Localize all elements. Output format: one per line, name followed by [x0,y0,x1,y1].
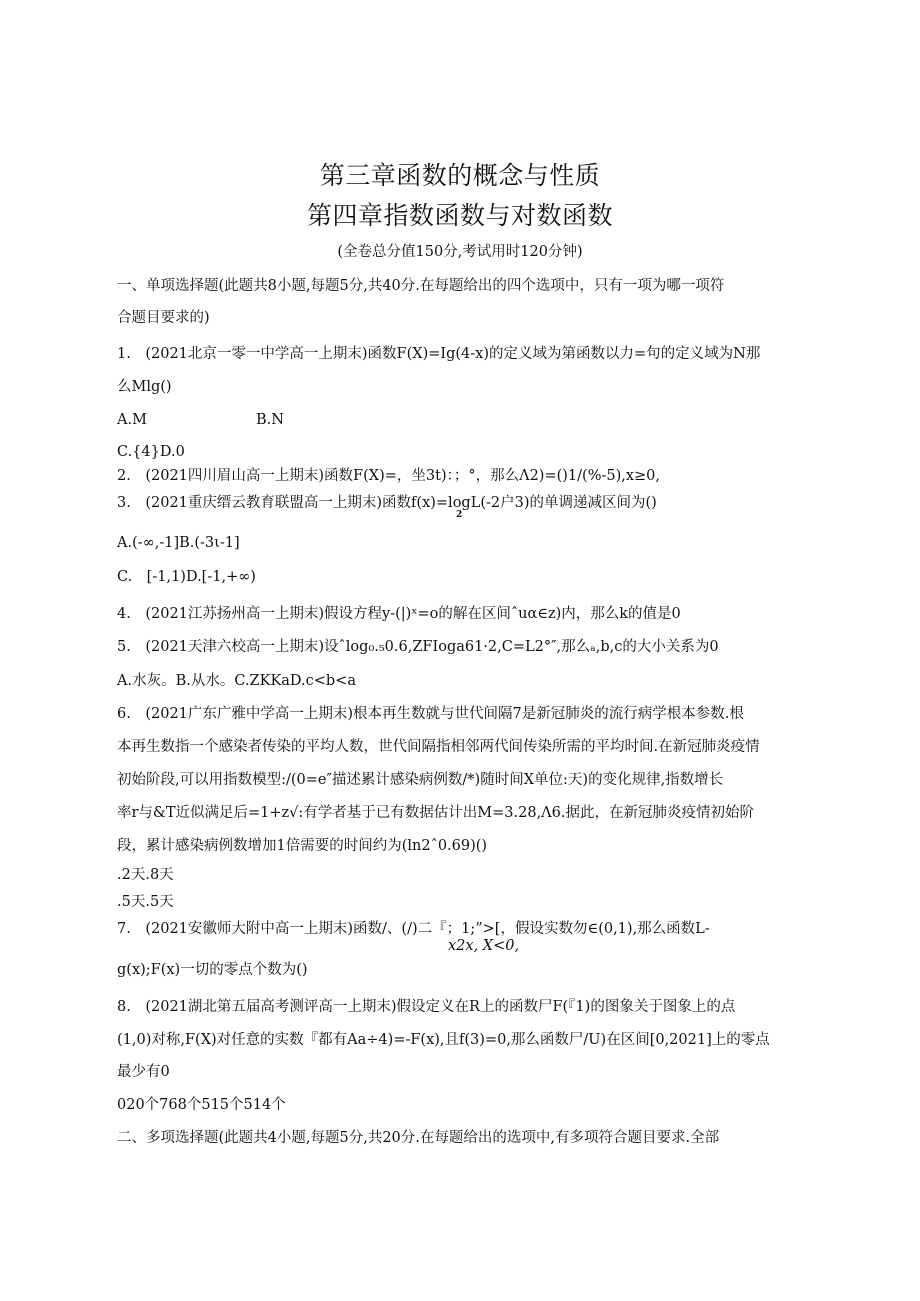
q4-line1: 4. (2021江苏扬州高一上期末)假设方程y-(|)ˣ=o的解在区间ˆuα∈z)内，那么k的值是0 [117,606,681,622]
q6-line1: 6. (2021广东广雅中学高一上期末)根本再生数就与世代间隔7是新冠肺炎的流行病学根本参数.根 [117,706,744,722]
q7-piecewise-fragment: x2x, X<0, [448,938,520,954]
exam-subtitle: (全卷总分值150分,考试用时120分钟) [337,244,583,260]
q1-options-cd: C.{4}D.0 [117,444,185,460]
q6-option-line1: .2天.8天 [117,867,174,883]
q8-options: 020个768个515个514个 [117,1097,286,1113]
q3-line1: 3. (2021重庆缙云教育联盟高一上期末)函数f(x)=logL(-2户3)的单调递减区间为() [117,495,657,511]
q1-line1: 1. (2021北京一零一中学高一上期末)函数F(X)=Ig(4-x)的定义域为第函数以力=句的定义域为N那 [117,346,761,362]
q7-line2: g(x);F(x)一切的零点个数为() [117,962,308,978]
q6-line4: 率r与&T近似满足后=1+z√:有学者基于已有数据估计出M=3.28,Λ6.据此，在新冠肺炎疫情初始阶 [117,805,754,821]
q8-line3: 最少有0 [117,1064,170,1080]
q6-line5: 段，累计感染病例数增加1倍需要的时间约为(ln2ˆ0.69)() [117,838,488,854]
section2-heading-line1: 二、多项选择题(此题共4小题,每题5分,共20分.在每题给出的选项中,有多项符合题目要求.全部 [117,1130,720,1146]
q7-line1: 7. (2021安徽师大附中高一上期末)函数/、(/)二『；1;”>[，假设实数勿∈(0,1),那么函数L- [117,921,710,937]
q8-line2: (1,0)对称,F(X)对任意的实数『都有Aa÷4)=-F(x),且f(3)=0,那么函数尸/U)在区间[0,2021]上的零点 [117,1032,770,1048]
q1-line2: 么Mlg() [117,379,172,395]
q6-option-line2: .5天.5天 [117,894,174,910]
q1-option-b: B.N [256,412,284,428]
section1-heading-line1: 一、单项选择题(此题共8小题,每题5分,共40分.在每题给出的四个选项中，只有一项为哪一项符 [117,278,725,294]
q6-line2: 本再生数指一个感染者传染的平均人数，世代间隔指相邻两代间传染所需的平均时间.在新冠肺炎疫情 [117,739,760,755]
q3-options-ab: A.(-∞,-1]B.(-3ι-1] [117,535,240,551]
q5-options: A.水灰。B.从水。C.ZKKaD.c<b<a [117,673,356,689]
section1-heading-line2: 合题目要求的) [117,310,210,326]
q3-subscript: 2 [456,510,463,520]
q5-line1: 5. (2021天津六校高一上期末)设ˆlog₀.₅0.6,ZFIoga61·2,C=L2°″,那么ₐ,b,c的大小关系为0 [117,639,719,655]
chapter-title-1: 第三章函数的概念与性质 [319,161,601,190]
chapter-title-2: 第四章指数函数与对数函数 [306,201,613,230]
q3-options-cd: C. [-1,1)D.[-1,+∞) [117,569,256,585]
q8-line1: 8. (2021湖北第五届高考测评高一上期末)假设定义在R上的函数尸F(『1)的图象关于图象上的点 [117,999,736,1015]
q2-line1: 2. (2021四川眉山高一上期末)函数F(X)=，坐3t)：；°，那么Λ2)=()1/(%-5),x≥0, [117,468,661,484]
q6-line3: 初始阶段,可以用指数模型:/(0=e″描述累计感染病例数/*)随时间X单位:天)的变化规律,指数增长 [117,772,724,788]
q1-option-a: A.M [117,412,147,428]
